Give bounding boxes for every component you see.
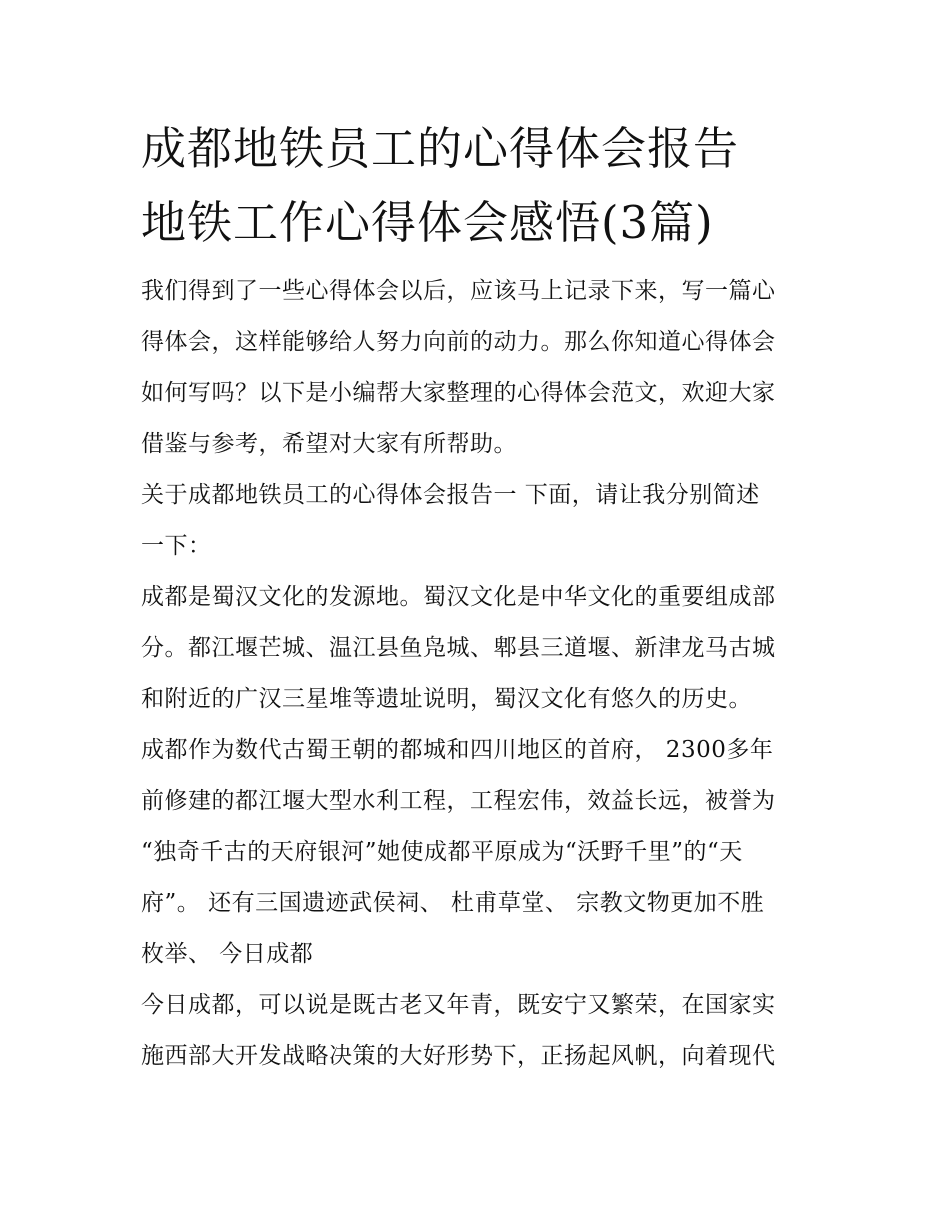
section-heading-paragraph xyxy=(141,470,813,572)
title-line-1: 成都地铁员工的心得体会报告 xyxy=(141,122,740,175)
paragraph-line: 得体会，这样能够给人努力向前的动力。那么你知道心得体会 xyxy=(141,329,776,355)
paragraph-line: 借鉴与参考，希望对大家有所帮助。 xyxy=(141,431,517,457)
document-page xyxy=(141,112,813,1082)
paragraph-line: 关于成都地铁员工的心得体会报告一 下面，请让我分别简述 xyxy=(141,482,760,508)
paragraph-line: 成都作为数代古蜀王朝的都城和四川地区的首府， 2300多年 xyxy=(141,737,774,763)
paragraph-line: 成都是蜀汉文化的发源地。蜀汉文化是中华文化的重要组成部 xyxy=(141,584,776,610)
paragraph-line: 施西部大开发战略决策的大好形势下，正扬起风帆，向着现代 xyxy=(141,1043,776,1069)
paragraph-line: 府”。 还有三国遗迹武侯祠、 杜甫草堂、 宗教文物更加不胜 xyxy=(141,890,765,916)
paragraph-line: 前修建的都江堰大型水利工程，工程宏伟，效益长远，被誉为 xyxy=(141,788,776,814)
paragraph-line: 我们得到了一些心得体会以后，应该马上记录下来，写一篇心 xyxy=(141,278,776,304)
history-paragraph xyxy=(141,725,813,980)
paragraph-line: 枚举、 今日成都 xyxy=(141,941,314,967)
paragraph-line: 和附近的广汉三星堆等遗址说明，蜀汉文化有悠久的历史。 xyxy=(141,686,752,712)
today-paragraph xyxy=(141,980,813,1082)
intro-paragraph xyxy=(141,266,813,470)
paragraph-line: “独奇千古的天府银河”她使成都平原成为“沃野千里”的“天 xyxy=(141,839,743,865)
document-title xyxy=(141,112,813,260)
paragraph-line: 一下： xyxy=(141,533,212,559)
culture-paragraph xyxy=(141,572,813,725)
title-line-2: 地铁工作心得体会感悟(3篇) xyxy=(141,196,714,249)
paragraph-line: 如何写吗？以下是小编帮大家整理的心得体会范文，欢迎大家 xyxy=(141,380,776,406)
paragraph-line: 今日成都，可以说是既古老又年青，既安宁又繁荣，在国家实 xyxy=(141,992,776,1018)
paragraph-line: 分。都江堰芒城、温江县鱼凫城、郫县三道堰、新津龙马古城 xyxy=(141,635,776,661)
